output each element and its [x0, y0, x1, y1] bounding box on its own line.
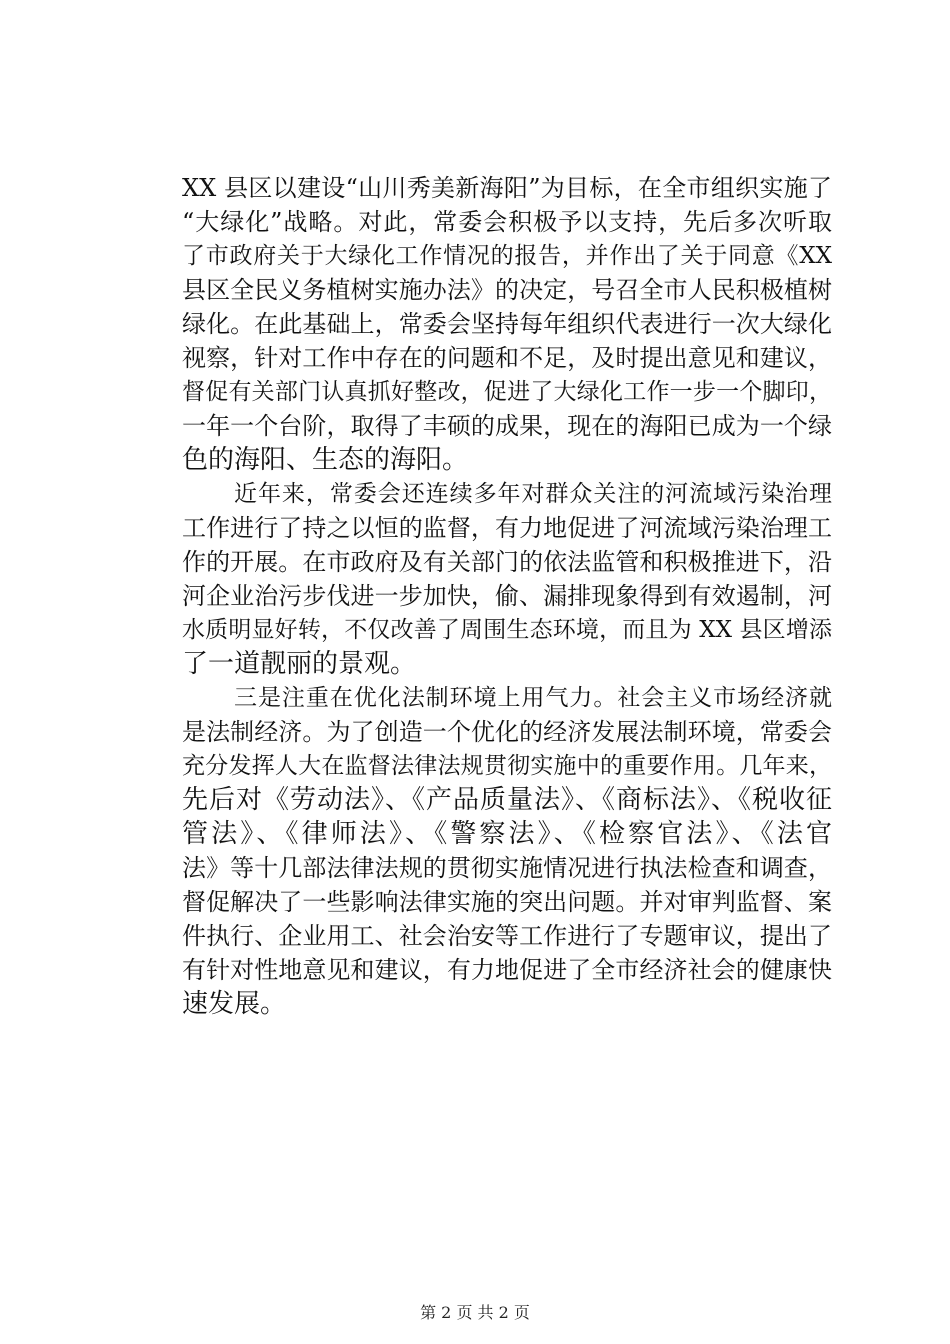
text-line: 水质明显好转，不仅改善了周围生态环境，而且为 XX 县区增添 [182, 617, 832, 643]
text-line: 是法制经济。为了创造一个优化的经济发展法制环境，常委会 [182, 718, 832, 746]
text-line: 河企业治污步伐进一步加快，偷、漏排现象得到有效遏制，河 [182, 582, 832, 610]
text-line: 法》等十几部法律法规的贯彻实施情况进行执法检查和调查， [182, 854, 832, 882]
text-line: 了市政府关于大绿化工作情况的报告，并作出了关于同意《XX [182, 243, 832, 269]
text-line: 督促解决了一些影响法律实施的突出问题。并对审判监督、案 [182, 888, 832, 916]
text-line: 绿化。在此基础上，常委会坚持每年组织代表进行一次大绿化 [182, 310, 832, 338]
text-line: 件执行、企业用工、社会治安等工作进行了专题审议，提出了 [182, 922, 832, 950]
text-line: 督促有关部门认真抓好整改，促进了大绿化工作一步一个脚印， [182, 379, 832, 405]
text-line: 色的海阳、生态的海阳。 [182, 445, 469, 475]
text-line: 有针对性地意见和建议，有力地促进了全市经济社会的健康快 [182, 956, 832, 984]
text-line: 三是注重在优化法制环境上用气力。社会主义市场经济就 [234, 685, 832, 711]
text-line: 视察，针对工作中存在的问题和不足，及时提出意见和建议， [182, 344, 832, 372]
page-number-footer: 第 2 页 共 2 页 [420, 1303, 530, 1322]
text-line: 了一道靓丽的景观。 [182, 649, 417, 679]
text-line: 先后对《劳动法》、《产品质量法》、《商标法》、《税收征 [182, 785, 832, 815]
text-line: 速发展。 [182, 989, 287, 1019]
text-line: XX 县区以建设“山川秀美新海阳”为目标，在全市组织实施了 [182, 174, 832, 202]
text-line: 管法》、《律师法》、《警察法》、《检察官法》、《法官 [182, 819, 832, 849]
text-line: 近年来，常委会还连续多年对群众关注的河流域污染治理 [234, 481, 832, 507]
text-line: 县区全民义务植树实施办法》的决定，号召全市人民积极植树 [182, 276, 832, 304]
text-line: “大绿化”战略。对此，常委会积极予以支持，先后多次听取 [182, 208, 832, 236]
text-line: 作的开展。在市政府及有关部门的依法监管和积极推进下，沿 [182, 548, 832, 576]
text-line: 一年一个台阶，取得了丰硕的成果，现在的海阳已成为一个绿 [182, 412, 832, 440]
text-line: 充分发挥人大在监督法律法规贯彻实施中的重要作用。几年来， [182, 753, 832, 779]
text-line: 工作进行了持之以恒的监督，有力地促进了河流域污染治理工 [182, 514, 832, 542]
